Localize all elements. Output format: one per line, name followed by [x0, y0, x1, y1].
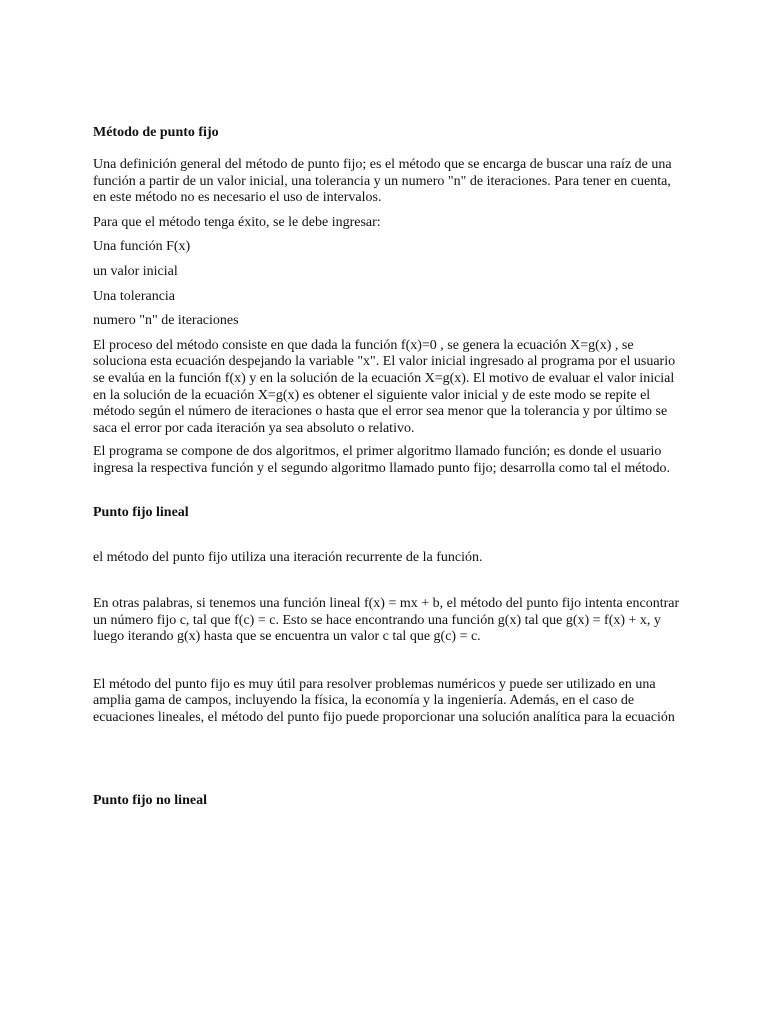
linear-paragraph-1: el método del punto fijo utiliza una iteración recurrente de la función.	[93, 549, 483, 565]
requirement-item: numero "n" de iteraciones	[93, 313, 239, 329]
section-heading-no-lineal: Punto fijo no lineal	[93, 792, 207, 808]
requirements-lead: Para que el método tenga éxito, se le debe ingresar:	[93, 214, 381, 230]
requirement-item: Una tolerancia	[93, 288, 176, 304]
section-heading-metodo: Método de punto fijo	[93, 125, 219, 140]
section-heading-lineal: Punto fijo lineal	[93, 504, 189, 520]
linear-paragraph-2: En otras palabras, si tenemos una función lineal f(x) = mx + b, el método del punto fijo intenta encontrar un número fijo c, tal que f(c) = c. Esto se hace encontrando una función g(x) tal que g(x) = f(x) + x, y luego iterando g(x) hasta que se encuentra un valor c tal que g(c) = c.	[93, 596, 680, 645]
requirement-item: un valor inicial	[93, 263, 178, 279]
requirement-item: Una función F(x)	[93, 239, 191, 255]
document-body	[93, 124, 683, 810]
process-paragraph: El proceso del método consiste en que dada la función f(x)=0 , se genera la ecuación X=g(x) , se soluciona esta ecuación despejando la variable "x". El valor inicial ingresado al programa por el usuario se evalúa en la función f(x) y en la solución de la ecuación X=g(x). El motivo de evaluar el valor inicial en la solución de la ecuación X=g(x) es obtener el siguiente valor inicial y de este modo se repite el método según el número de iteraciones o hasta que el error sea menor que la tolerancia y por último se saca el error por cada iteración ya sea absoluto o relativo.	[93, 337, 676, 436]
intro-paragraph: Una definición general del método de punto fijo; es el método que se encarga de buscar una raíz de una función a partir de un valor inicial, una tolerancia y un numero "n" de iteraciones. Para tener en cuenta, en este método no es necesario el uso de intervalos.	[93, 157, 672, 206]
program-paragraph: El programa se compone de dos algoritmos, el primer algoritmo llamado función; es donde el usuario ingresa la respectiva función y el segundo algoritmo llamado punto fijo; desarrolla como tal el método.	[93, 444, 670, 476]
linear-paragraph-3: El método del punto fijo es muy útil para resolver problemas numéricos y puede ser utilizado en una amplia gama de campos, incluyendo la física, la economía y la ingeniería. Además, en el caso de ecuaciones lineales, el método del punto fijo puede proporcionar una solución analítica para la ecuación	[93, 676, 675, 726]
